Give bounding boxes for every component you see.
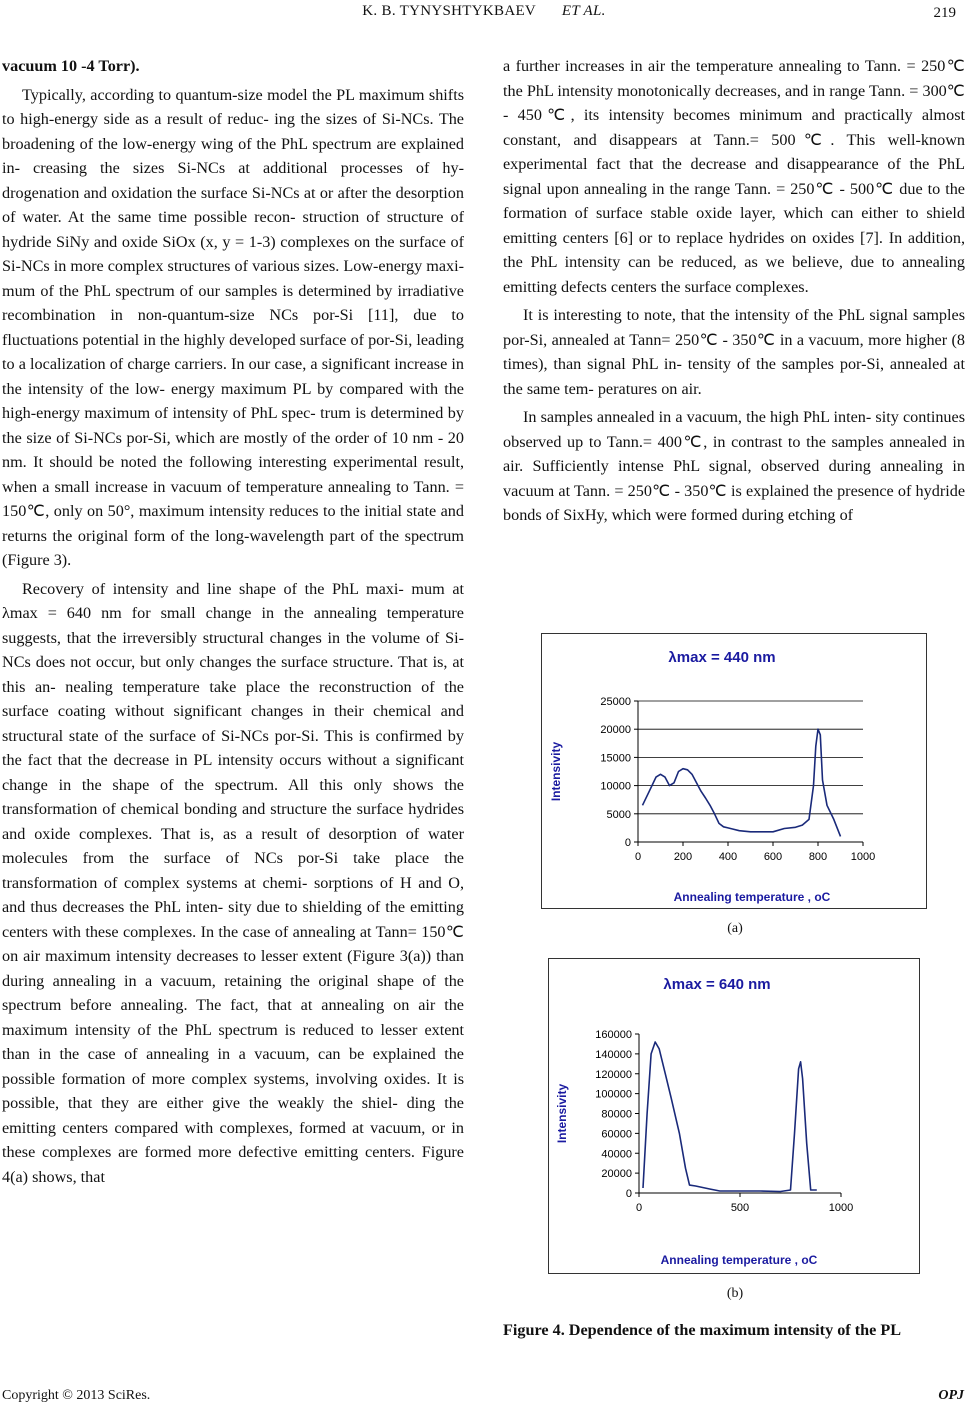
y-tick-label: 120000 <box>595 1068 632 1081</box>
y-tick-label: 40000 <box>601 1148 632 1161</box>
running-title-etal: ET AL. <box>561 3 606 19</box>
figure-label-b: (b) <box>726 1286 744 1301</box>
y-tick-label: 140000 <box>595 1048 632 1061</box>
chart-a <box>541 633 927 909</box>
chart-b <box>548 958 920 1274</box>
y-tick-label: 0 <box>625 1188 632 1200</box>
x-tick-label: 500 <box>730 1202 750 1214</box>
paragraph: Recovery of intensity and line shape of the PhL maxi- mum at λmax = 640 nm for small change in the annealing temperature suggests, that the irreversibly structural changes in the volume of Si-NCs does not occur, but only changes the surface structure. That is, at this an- nealing temperature take place the reconstruction of the surface coating without significant changes in their chemical and structural state of the surface of Si-NCs por-Si. This is confirmed by the fact that the decrease in PL intensity occurs without a significant change in the shape of the spectrum. All this only shows the transformation of chemical bonding and structure the surface hydrides and oxide complexes. That is, as a result of desorption of water molecules from the surface of NCs por-Si take place the transformation of complex systems at chemi- sorptions of H and O, and thus decreases the PhL inten- sity due to shielding of the emitting centers with these complexes. In the case of annealing at Tann= 150℃ on air maximum intensity decreases to lesser extent (Figure 3(a)) than during annealing in a vacuum, retaining the original shape of the spectrum before annealing. The fact, that at annealing on air the maximum intensity of the PhL spectrum is reduced to lesser extent than in the case of annealing in a vacuum, can be explained the possible formation of more complex systems, involving oxides. It is possible, that they are either give the weakly the shiel- ding the emitting centers compared with complexes, formed at vacuum, or in these complexes are formed more defective emitting centers. Figure 4(a) shows, that <box>2 579 464 1186</box>
running-title-authors: K. B. TYNYSHTYKBAEV <box>362 3 536 19</box>
y-tick-label: 25000 <box>600 696 631 708</box>
chart-title: λmax = 440 nm <box>668 649 776 666</box>
y-tick-label: 160000 <box>595 1029 632 1041</box>
x-tick-label: 200 <box>673 851 693 863</box>
running-title <box>0 3 968 20</box>
paragraph-continuation: vacuum 10 -4 Torr). <box>2 57 140 75</box>
y-axis-label: Intensivity <box>549 741 563 802</box>
chart-b-svg <box>549 959 919 1273</box>
x-tick-label: 0 <box>635 1202 643 1214</box>
y-tick-label: 0 <box>624 837 631 849</box>
figure-caption: Figure 4. Dependence of the maximum intensity of the PL <box>503 1321 902 1339</box>
paragraph-continuation: a further increases in air the temperature annealing to Tann. = 250℃ the PhL intensity monotonically decreases, and in range Tann. = 300℃ - 450℃, its intensity becomes minimum and practically almost constant, and disappears at Tann.= 500℃. This well-known experimental fact that the decrease and disappearance of the PhL signal upon annealing in the range Tann. = 250℃ - 500℃ due to the formation of surface stable oxide layer, which can either to shield emitting centers [6] or to replace hydrides on oxides [7]. In addition, the PhL intensity can be reduced, as we believe, due to annealing emitting defects centers the surface complexes. <box>503 57 965 296</box>
y-tick-label: 60000 <box>601 1128 632 1141</box>
y-axis-label: Intensivity <box>555 1083 569 1144</box>
y-tick-label: 20000 <box>601 1168 632 1181</box>
y-tick-label: 10000 <box>600 780 631 793</box>
page-number: 219 <box>933 5 956 21</box>
y-tick-label: 5000 <box>606 808 631 821</box>
y-tick-label: 15000 <box>600 752 631 765</box>
left-column <box>2 54 464 1189</box>
x-axis-label: Annealing temperature , oC <box>660 1253 818 1267</box>
series-line <box>643 1042 817 1192</box>
x-tick-label: 1000 <box>850 851 876 863</box>
x-tick-label: 800 <box>808 851 828 863</box>
copyright: Copyright © 2013 SciRes. <box>2 1388 151 1403</box>
x-tick-label: 600 <box>763 851 783 863</box>
paragraph: Typically, according to quantum-size model the PL maximum shifts to high-energy side as a result of reduc- ing the sizes of Si-NCs. The broadening of the low-energy wing of the PhL spectrum are explained in- creasing the sizes Si-NCs at additional processes of hy- drogenation and oxidation the surface Si-NCs at or after the desorption of water. At the same time possible recon- struction of structure of hydride SiNy and oxide SiOx (x, y = 1-3) complexes on the surface of Si-NCs in more complex structures of various sizes. Low-energy maxi- mum of the PhL spectrum of our samples is determined by irradiative recombination in non-quantum-size NCs por-Si [11], due to fluctuations potential in the highly developed surface of por-Si, leading to a localization of charge carriers. In our case, a significant increase in the intensity of the low- energy maximum PL by compared with the high-energy maximum of intensity of PhL spec- trum is determined by the size of Si-NCs por-Si, which are mostly of the order of 10 nm - 20 nm. It should be noted the following interesting experimental result, when a small increase in vacuum of temperature annealing to Tann. = 150℃, only on 50°, maximum intensity reduces to the initial state and returns the original form of the long-wavelength part of the spectrum (Figure 3). <box>2 85 464 569</box>
x-tick-label: 0 <box>634 851 642 863</box>
series-line <box>643 729 841 836</box>
y-tick-label: 80000 <box>601 1108 632 1121</box>
y-tick-label: 100000 <box>595 1088 632 1101</box>
right-column <box>503 54 965 528</box>
page-header <box>0 0 968 28</box>
y-tick-label: 20000 <box>600 724 631 737</box>
chart-a-svg <box>542 634 926 908</box>
paragraph: It is interesting to note, that the intensity of the PhL signal samples por-Si, annealed at Tann= 250℃ - 350℃ in a vacuum, more higher (8 times), than signal PhL in- tensity of the samples por-Si, annealed at the same tem- peratures on air. <box>503 306 965 398</box>
x-tick-label: 1000 <box>828 1202 854 1214</box>
figure-label-a: (a) <box>727 921 743 936</box>
page-footer <box>2 1388 964 1404</box>
journal-name: OPJ <box>938 1388 964 1403</box>
chart-title: λmax = 640 nm <box>663 976 771 993</box>
x-axis-label: Annealing temperature , oC <box>673 890 831 904</box>
x-tick-label: 400 <box>718 851 738 863</box>
paragraph: In samples annealed in a vacuum, the high PhL inten- sity continues observed up to Tann.= 400℃, in contrast to the samples annealed in air. Sufficiently intense PhL signal, observed during annealing in vacuum at Tann. = 250℃ - 350℃ is explained the presence of hydride bonds of SixHy, which were formed during etching of <box>503 408 965 524</box>
